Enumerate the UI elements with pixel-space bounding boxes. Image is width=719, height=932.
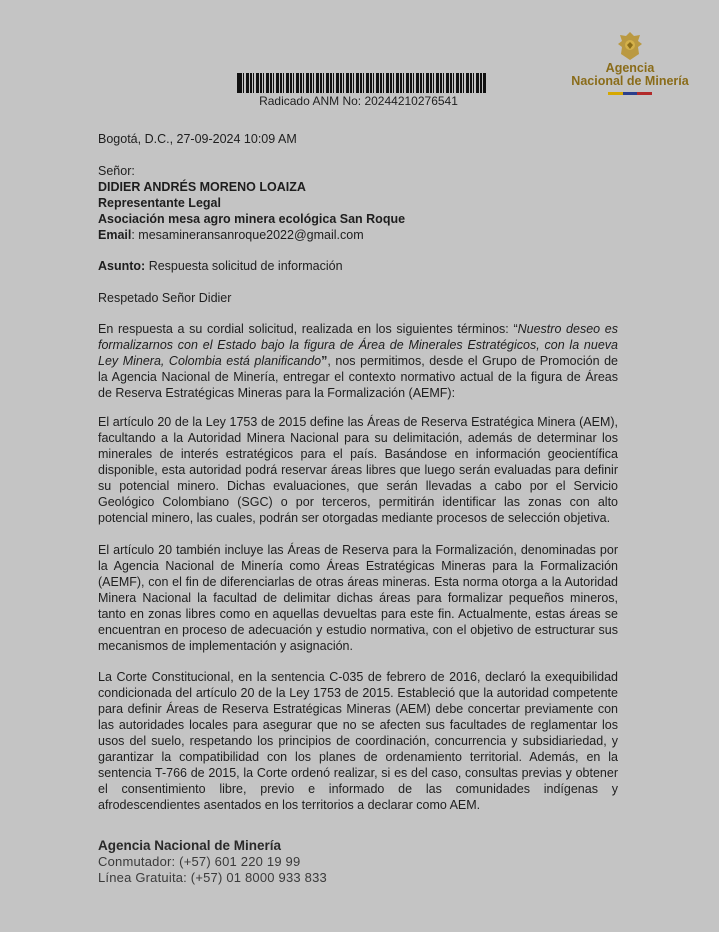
recipient-org: Asociación mesa agro minera ecológica San Roque xyxy=(98,212,406,226)
logo-text-line2: Nacional de Minería xyxy=(571,74,689,88)
place-date: Bogotá, D.C., 27-09-2024 10:09 AM xyxy=(98,132,297,146)
paragraph-2: El artículo 20 de la Ley 1753 de 2015 define las Áreas de Reserva Estratégica Minera (AEM), facultando a la Autoridad Minera Nacional para su delimitación, además de determinar los minerales de interés estratégicos para el país. Basándose en información geocientífica disponible, esta autoridad podrá reservar áreas libres que luego serán evaluadas para definir su potencial minero. Dichas evaluaciones, que serán llevadas a cabo por el Servicio Geológico Colombiano (SGC) o por terceros, permitirán identificar las zonas con alto potencial minero, las cuales, podrán ser otorgadas mediante procesos de selección objetiva. xyxy=(98,415,618,525)
subject-label: Asunto: xyxy=(98,259,146,273)
salutation-label: Señor: xyxy=(98,164,135,178)
p1-close: ” xyxy=(321,354,328,368)
agency-logo xyxy=(570,30,690,95)
paragraph-1 xyxy=(98,321,618,401)
p1-intro: En respuesta a su cordial solicitud, realizada en los siguientes términos: “ xyxy=(98,322,518,336)
logo-text-line1: Agencia xyxy=(605,61,655,75)
email-label: Email xyxy=(98,228,132,242)
coat-of-arms-icon xyxy=(616,30,644,62)
subject-value: Respuesta solicitud de información xyxy=(145,259,343,273)
radicado-number: Radicado ANM No: 20244210276541 xyxy=(259,94,458,108)
footer-linea: Línea Gratuita: (+57) 01 8000 933 833 xyxy=(98,870,327,885)
recipient-role: Representante Legal xyxy=(98,196,221,210)
footer-conmutador: Conmutador: (+57) 601 220 19 99 xyxy=(98,854,301,869)
greeting: Respetado Señor Didier xyxy=(98,291,232,305)
email-value: : mesamineransanroque2022@gmail.com xyxy=(131,228,364,242)
recipient-block xyxy=(98,163,618,243)
paragraph-4: La Corte Constitucional, en la sentencia C-035 de febrero de 2016, declaró la exequibilidad condicionada del artículo 20 de la Ley 1753 de 2015. Estableció que la autoridad competente para definir Áreas de Reserva Estratégicas Mineras (AEM) debe concertar previamente con las autoridades locales para asegurar que no se afecten sus facultades de reglamentar los usos del suelo, respetando los principios de coordinación, concurrencia y subsidiariedad, y garantizar la compatibilidad con los planes de ordenamiento territorial. Además, en la sentencia T-766 de 2015, la Corte ordenó realizar, si es del caso, consultas previas y obtener el consentimiento libre, previo e informado de las comunidades indígenas y afrodescendientes asentados en los territorios a declarar como AEM. xyxy=(98,670,618,812)
subject-line xyxy=(98,258,618,274)
barcode-image xyxy=(237,73,486,93)
footer-agency: Agencia Nacional de Minería xyxy=(98,838,282,853)
p1-body: , nos permitimos, desde el Grupo de Promoción de la Agencia Nacional de Minería, entregar el contexto normativo actual de la figura de Áreas de Reserva Estratégicas Mineras para la Formalización (AEMF): xyxy=(98,354,618,400)
paragraph-3: El artículo 20 también incluye las Áreas de Reserva para la Formalización, denominadas por la Agencia Nacional de Minería como Áreas Estratégicas Mineras para la Formalización (AEMF), con el fin de diferenciarlas de otras áreas mineras. Esta norma otorga a la Autoridad Minera Nacional la facultad de delimitar dichas áreas para formalizar pequeños mineros, tanto en zonas libres como en aquellas devueltas para este fin. Actualmente, estas áreas se encuentran en proceso de adecuación y estudio normativa, con el objetivo de estructurar sus mecanismos de implementación y asignación. xyxy=(98,543,618,653)
recipient-name: DIDIER ANDRÉS MORENO LOAIZA xyxy=(98,180,306,194)
flag-stripe xyxy=(608,92,652,95)
recipient-email-line xyxy=(98,227,618,243)
p1-quote: Nuestro deseo es formalizarnos con el Estado bajo la figura de Área de Minerales Estratégicos, con la nueva Ley Minera, Colombia está planificando xyxy=(98,322,618,368)
